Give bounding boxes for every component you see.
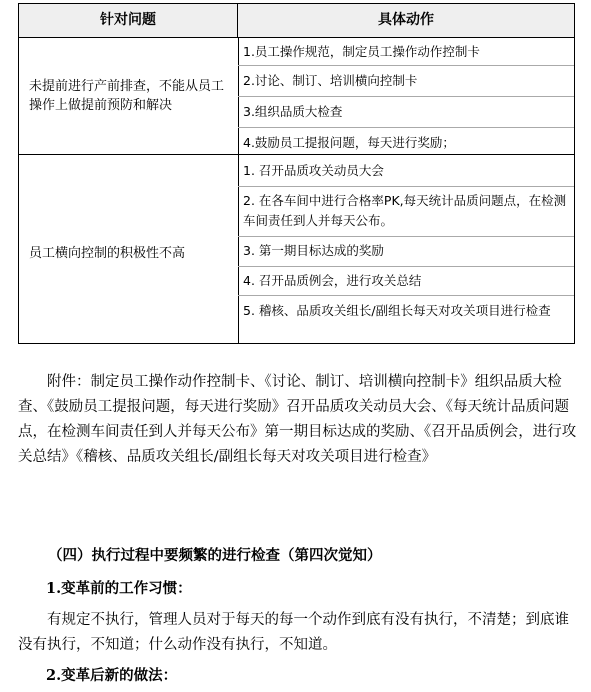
group-divider <box>19 154 574 155</box>
action-2-2: 2. 在各车间中进行合格率PK,每天统计品质问题点，在检测车间责任到人并每天公布。 <box>243 193 567 228</box>
row-divider <box>238 65 574 66</box>
action-1-2: 2.讨论、制订、培训横向控制卡 <box>243 73 418 88</box>
subheading-after: 2.变革后新的做法： <box>46 667 178 684</box>
row-divider <box>238 236 574 237</box>
action-2-4: 4. 召开品质例会，进行攻关总结 <box>243 273 422 288</box>
action-1-1: 1.员工操作规范，制定员工操作动作控制卡 <box>243 44 480 59</box>
row-divider <box>238 96 574 97</box>
header-issue: 针对问题 <box>19 4 238 37</box>
issue-cell-1: 未提前进行产前排查，不能从员工操作上做提前预防和解决 <box>29 79 225 113</box>
header-action: 具体动作 <box>378 12 434 28</box>
action-1-3: 3.组织品质大检查 <box>243 104 343 119</box>
subheading-before: 1.变革前的工作习惯： <box>46 580 192 597</box>
before-paragraph: 有规定不执行，管理人员对于每天的每一个动作到底有没有执行，不清楚；到底谁没有执行，不知道；什么动作没有执行，不知道。 <box>18 612 569 653</box>
action-2-3: 3. 第一期目标达成的奖励 <box>243 243 384 258</box>
action-1-4: 4.鼓励员工提报问题，每天进行奖励； <box>243 135 455 150</box>
row-divider <box>238 266 574 267</box>
row-divider <box>238 186 574 187</box>
section-heading: （四）执行过程中要频繁的进行检查（第四次觉知） <box>48 547 382 564</box>
row-divider <box>238 295 574 296</box>
attachment-paragraph: 附件：制定员工操作动作控制卡、《讨论、制订、培训横向控制卡》组织品质大检查、《鼓励员工提报问题，每天进行奖励》召开品质攻关动员大会、《每天统计品质问题点，在检测车间责任到人并每天公布》第一期目标达成的奖励、《召开品质例会，进行攻关总结》《稽核、品质攻关组长/副组长每天对攻关项目进行检查》 <box>18 374 577 465</box>
row-divider <box>238 127 574 128</box>
issue-cell-2: 员工横向控制的积极性不高 <box>29 246 186 261</box>
table-header <box>19 4 574 38</box>
column-divider <box>238 38 239 343</box>
action-table <box>18 3 575 344</box>
action-2-1: 1. 召开品质攻关动员大会 <box>243 163 384 178</box>
action-2-5: 5. 稽核、品质攻关组长/副组长每天对攻关项目进行检查 <box>243 303 551 318</box>
